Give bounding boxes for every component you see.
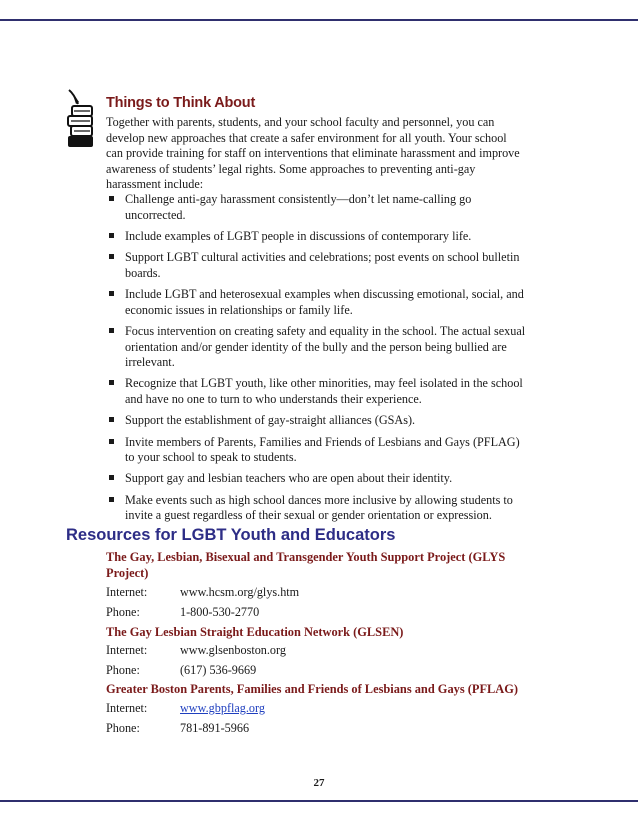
list-item: Make events such as high school dances more inclusive by allowing students to invite a guest regardless of their sexual or gender orientation or expression. [106,493,526,524]
org-name-glsen: The Gay Lesbian Straight Education Network (GLSEN) [106,625,404,639]
phone-value: 781-891-5966 [180,721,250,735]
bullet-icon [109,328,114,333]
intro-paragraph: Together with parents, students, and your school faculty and personnel, you can develop new approaches that create a safer environment for all youth. Your school can provide training for staff on interventions that eliminate harassment and improve awareness of students’ legal rights. Some approaches to preventing anti-gay harassment include: [106,115,520,192]
phone-value: (617) 536-9669 [180,663,257,677]
page-number: 27 [313,777,325,789]
bottom-rule [0,800,638,802]
approach-list [106,192,526,530]
bullet-icon [109,439,114,444]
list-item: Include LGBT and heterosexual examples when discussing emotional, social, and economic issues in relationships or family life. [106,287,526,318]
list-item: Support LGBT cultural activities and celebrations; post events on school bulletin boards. [106,250,526,281]
org-name-glys: The Gay, Lesbian, Bisexual and Transgender Youth Support Project (GLYS Project) [106,550,506,580]
phone-value: 1-800-530-2770 [180,605,260,619]
books-icon [66,88,96,150]
contact-internet: Internet: www.hcsm.org/glys.htm [106,585,300,599]
bullet-icon [109,196,114,201]
pflag-website-link[interactable]: www.gbpflag.org [180,701,265,715]
bullet-icon [109,417,114,422]
top-rule [0,19,638,21]
bullet-icon [109,233,114,238]
bullet-icon [109,254,114,259]
internet-value: www.glsenboston.org [180,643,286,657]
contact-internet: Internet: www.gbpflag.org [106,701,265,715]
section-title: Things to Think About [106,95,256,111]
contact-phone: Phone: 1-800-530-2770 [106,605,260,619]
contact-internet: Internet: www.glsenboston.org [106,643,286,657]
list-item: Challenge anti-gay harassment consistently—don’t let name-calling go uncorrected. [106,192,526,223]
bullet-icon [109,497,114,502]
list-item: Support the establishment of gay-straight alliances (GSAs). [106,413,526,429]
list-item: Include examples of LGBT people in discussions of contemporary life. [106,229,526,245]
bullet-icon [109,291,114,296]
list-item: Support gay and lesbian teachers who are open about their identity. [106,471,526,487]
bullet-icon [109,380,114,385]
contact-phone: Phone: 781-891-5966 [106,721,250,735]
contact-phone: Phone: (617) 536-9669 [106,663,257,677]
bullet-icon [109,475,114,480]
resources-heading: Resources for LGBT Youth and Educators [66,526,396,544]
list-item: Recognize that LGBT youth, like other minorities, may feel isolated in the school and have no one to turn to who understands their experience. [106,376,526,407]
list-item: Focus intervention on creating safety and equality in the school. The actual sexual orientation and/or gender identity of the bully and the person being bullied are irrelevant. [106,324,526,371]
org-name-pflag: Greater Boston Parents, Families and Friends of Lesbians and Gays (PFLAG) [106,682,519,696]
list-item: Invite members of Parents, Families and Friends of Lesbians and Gays (PFLAG) to your school to speak to students. [106,435,526,466]
internet-value: www.hcsm.org/glys.htm [180,585,300,599]
